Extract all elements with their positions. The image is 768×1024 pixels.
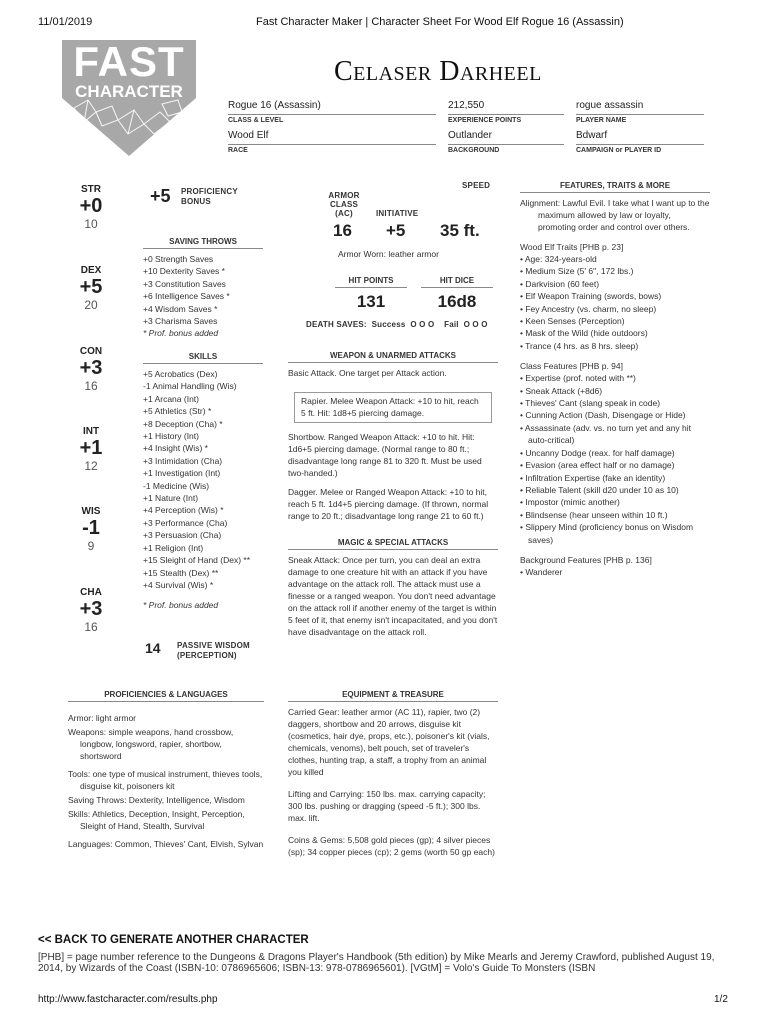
ability-score: 20 <box>84 298 98 312</box>
list-item: • Uncanny Dodge (reax. for half damage) <box>520 447 675 458</box>
class-level-field <box>228 100 436 124</box>
list-item: +1 Nature (Int) <box>143 493 199 504</box>
list-item: • Infiltration Expertise (fake an identity) <box>520 472 666 483</box>
armor-worn: Armor Worn: leather armor <box>338 249 439 259</box>
proficiency-label-line2: BONUS <box>181 197 211 206</box>
list-item: +1 Arcana (Int) <box>143 393 199 404</box>
print-date: 11/01/2019 <box>38 16 93 28</box>
list-item: • Slippery Mind (proficiency bonus on Wisdom saves) <box>520 522 694 545</box>
list-item: +1 Investigation (Int) <box>143 468 221 479</box>
list-item: +4 Survival (Wis) * <box>143 579 214 590</box>
ability-modifier: +1 <box>79 437 103 459</box>
race-caption: RACE <box>228 147 248 154</box>
list-item: • Mask of the Wild (hide outdoors) <box>520 328 648 339</box>
list-item: • Evasion (area effect half or no damage) <box>520 460 675 471</box>
attacks-title: WEAPON & UNARMED ATTACKS <box>288 351 498 363</box>
logo-text-character: CHARACTER <box>75 82 183 101</box>
list-item: +15 Stealth (Dex) ** <box>143 567 219 578</box>
fast-character-logo[interactable] <box>62 40 196 158</box>
class-features-list <box>520 372 710 546</box>
initiative-label: INITIATIVE <box>376 209 419 218</box>
ability-dex <box>66 265 116 312</box>
player-field <box>576 100 704 124</box>
passive-label-line2: (PERCEPTION) <box>177 651 237 660</box>
list-item: +10 Dexterity Saves * <box>143 266 225 277</box>
proficiency-label-line1: PROFICIENCY <box>181 187 238 196</box>
campaign-value: Bdwarf <box>576 130 704 145</box>
ability-score: 9 <box>87 539 95 553</box>
class-features-header: Class Features [PHB p. 94] <box>520 361 623 372</box>
passive-wisdom-value: 14 <box>145 640 161 656</box>
ability-con <box>66 346 116 393</box>
campaign-field <box>576 130 704 154</box>
speed-value: 35 ft. <box>440 221 480 240</box>
features-section <box>520 181 710 578</box>
sneak-attack-text: Sneak Attack: Once per turn, you can deal an extra damage to one creature hit with an attack if you have advantage on the attack roll. The attack must use a finesse or a ranged weapon. You don't need advantage on the attack roll if another enemy of the target is within 5 feet of it, that enemy isn't incapacitated, and you don't have disadvantage on the attack roll. <box>288 555 498 637</box>
background-value: Outlander <box>448 130 564 145</box>
list-item: • Fey Ancestry (vs. charm, no sleep) <box>520 303 657 314</box>
equipment-title: EQUIPMENT & TREASURE <box>288 690 498 702</box>
race-value: Wood Elf <box>228 130 436 145</box>
xp-field <box>448 100 564 124</box>
list-item: • Trance (4 hrs. as 8 hrs. sleep) <box>520 340 639 351</box>
prof-saving-throws: Saving Throws: Dexterity, Intelligence, Wisdom <box>68 795 245 805</box>
list-item: +4 Insight (Wis) * <box>143 443 208 454</box>
campaign-caption: CAMPAIGN or PLAYER ID <box>576 147 662 154</box>
proficiency-bonus-value: +5 <box>150 186 171 206</box>
skills-section <box>143 352 263 611</box>
proficiencies-section <box>68 690 264 850</box>
speed-label: SPEED <box>462 181 491 190</box>
print-title: Fast Character Maker | Character Sheet For Wood Elf Rogue 16 (Assassin) <box>256 16 624 28</box>
list-item: -1 Medicine (Wis) <box>143 480 210 491</box>
hit-dice-box <box>421 276 493 312</box>
proficiencies-title: PROFICIENCIES & LANGUAGES <box>68 690 264 702</box>
ability-score: 10 <box>84 217 98 231</box>
ability-wis <box>66 506 116 553</box>
hit-dice-label: HIT DICE <box>421 276 493 288</box>
list-item: +4 Perception (Wis) * <box>143 505 224 516</box>
hit-points-value: 131 <box>356 292 386 311</box>
print-url: http://www.fastcharacter.com/results.php <box>38 994 218 1005</box>
shortbow-attack: Shortbow. Ranged Weapon Attack: +10 to hit. Hit: 1d6+5 piercing damage. (Normal range to 80 ft.; disadvantage long range 81 to 320 ft. Must be used two-handed.) <box>288 432 482 478</box>
rapier-attack: Rapier. Melee Weapon Attack: +10 to hit, reach 5 ft. Hit: 1d8+5 piercing damage. <box>294 392 492 423</box>
ability-modifier: +5 <box>79 276 103 298</box>
passive-wisdom-label <box>177 641 250 661</box>
initiative-value: +5 <box>386 221 406 240</box>
background-caption: BACKGROUND <box>448 147 500 154</box>
proficiency-bonus-label <box>181 187 238 207</box>
ability-score: 16 <box>84 620 98 634</box>
player-caption: PLAYER NAME <box>576 117 627 124</box>
death-saves: DEATH SAVES: Success O O O Fail O O O <box>306 320 488 329</box>
background-features-list <box>520 566 710 578</box>
ability-score: 16 <box>84 379 98 393</box>
list-item: +3 Persuasion (Cha) <box>143 530 222 541</box>
prof-weapons: Weapons: simple weapons, hand crossbow, longbow, longsword, rapier, shortbow, shortsword <box>68 727 234 761</box>
armor-class-value: 16 <box>333 221 352 240</box>
race-field <box>228 130 436 154</box>
equipment-section <box>288 690 498 858</box>
background-field <box>448 130 564 154</box>
list-item: • Medium Size (5' 6", 172 lbs.) <box>520 266 634 277</box>
ability-name: WIS <box>81 506 101 517</box>
print-page-number: 1/2 <box>714 994 728 1005</box>
ability-str <box>66 184 116 231</box>
hit-points-box <box>335 276 407 312</box>
background-features-header: Background Features [PHB p. 136] <box>520 554 652 565</box>
saving-throws-list <box>143 253 263 340</box>
magic-section <box>288 538 498 638</box>
ability-modifier: +3 <box>79 357 103 379</box>
ability-name: DEX <box>80 265 102 276</box>
prof-skills: Skills: Athletics, Deception, Insight, Perception, Sleight of Hand, Stealth, Survival <box>68 809 245 831</box>
list-item: +8 Deception (Cha) * <box>143 418 223 429</box>
xp-value: 212,550 <box>448 100 564 115</box>
prof-armor: Armor: light armor <box>68 713 137 723</box>
attacks-section <box>288 351 498 522</box>
ability-modifier: +3 <box>79 598 103 620</box>
list-item: • Keen Senses (Perception) <box>520 316 625 327</box>
skills-list <box>143 368 263 591</box>
prof-languages: Languages: Common, Thieves' Cant, Elvish, Sylvan <box>68 839 264 849</box>
wood-elf-traits-list <box>520 253 710 352</box>
passive-label-line1: PASSIVE WISDOM <box>177 641 250 650</box>
alignment-text: Alignment: Lawful Evil. I take what I want up to the maximum allowed by law or loyalty, promoting order and control over others. <box>520 198 710 232</box>
skills-note: * Prof. bonus added <box>143 600 219 611</box>
saving-throws-note: * Prof. bonus added <box>143 328 219 339</box>
hit-dice-value: 16d8 <box>437 292 477 311</box>
list-item: • Elf Weapon Training (swords, bows) <box>520 291 662 302</box>
list-item: +3 Performance (Cha) <box>143 517 228 528</box>
phb-footnote: [PHB] = page number reference to the Dungeons & Dragons Player's Handbook (5th edition) by Mike Mearls and Jeremy Crawford, published August 19, 2014, by Wizards of the Coast (ISBN-10: 0786965606; ISBN-13: 978-0786965601). [VGtM] = Volo's Guide To Monsters (ISBN <box>38 952 715 974</box>
list-item: • Sneak Attack (+8d6) <box>520 385 603 396</box>
list-item: +3 Intimidation (Cha) <box>143 455 223 466</box>
list-item: • Darkvision (60 feet) <box>520 278 600 289</box>
list-item: +3 Charisma Saves <box>143 316 218 327</box>
list-item: +1 Religion (Int) <box>143 542 204 553</box>
coins-gems: Coins & Gems: 5,508 gold pieces (gp); 4 silver pieces (sp); 34 copper pieces (cp); 2 gems (worth 50 gp each) <box>288 835 495 857</box>
class-level-caption: CLASS & LEVEL <box>228 117 284 124</box>
skills-title: SKILLS <box>143 352 263 364</box>
player-value: rogue assassin <box>576 100 704 115</box>
list-item: • Cunning Action (Dash, Disengage or Hide) <box>520 410 686 421</box>
list-item: +6 Intelligence Saves * <box>143 291 230 302</box>
ability-cha <box>66 587 116 634</box>
list-item: +5 Acrobatics (Dex) <box>143 369 218 379</box>
magic-title: MAGIC & SPECIAL ATTACKS <box>288 538 498 550</box>
ability-name: INT <box>82 426 100 437</box>
ability-name: CON <box>79 346 103 357</box>
features-title: FEATURES, TRAITS & MORE <box>520 181 710 193</box>
list-item: +1 History (Int) <box>143 431 199 442</box>
ability-name: STR <box>81 184 101 195</box>
class-level-value: Rogue 16 (Assassin) <box>228 100 436 115</box>
list-item: • Impostor (mimic another) <box>520 497 620 508</box>
list-item: +5 Athletics (Str) * <box>143 406 212 417</box>
saving-throws-section <box>143 237 263 340</box>
list-item: +4 Wisdom Saves * <box>143 303 218 314</box>
armor-class-label: ARMOR CLASS (AC) <box>328 191 360 218</box>
carried-gear: Carried Gear: leather armor (AC 11), rapier, two (2) daggers, shortbow and 20 arrows, disguise kit (cosmetics, hair dye, props, etc.), poisoner's kit (vials, chemicals, venoms), belt pouch, set of traveler's clothes, hunting trap, a staff, a trophy from an animal you killed <box>288 707 490 777</box>
ability-name: CHA <box>80 587 102 598</box>
ability-int <box>66 426 116 473</box>
ability-modifier: -1 <box>82 517 100 539</box>
dagger-attack: Dagger. Melee or Ranged Weapon Attack: +10 to hit, reach 5 ft. 1d4+5 piercing damage. (If thrown, normal range to 20 ft.; disadvantage long range 21 to 60 ft.) <box>288 487 489 521</box>
list-item: -1 Animal Handling (Wis) <box>143 381 237 392</box>
back-to-generate-link[interactable]: << BACK TO GENERATE ANOTHER CHARACTER <box>38 934 309 946</box>
wood-elf-traits-header: Wood Elf Traits [PHB p. 23] <box>520 242 624 252</box>
list-item: • Blindsense (hear unseen within 10 ft.) <box>520 509 668 520</box>
list-item: +15 Sleight of Hand (Dex) ** <box>143 555 251 566</box>
list-item: • Expertise (prof. noted with **) <box>520 373 636 384</box>
ability-score: 12 <box>84 459 98 473</box>
prof-tools: Tools: one type of musical instrument, thieves tools, disguise kit, poisoners kit <box>68 769 263 791</box>
list-item: • Age: 324-years-old <box>520 254 597 264</box>
lifting-carrying: Lifting and Carrying: 150 lbs. max. carrying capacity; 300 lbs. pushing or dragging (speed -5 ft.); 300 lbs. max. lift. <box>288 789 486 823</box>
list-item: • Assassinate (adv. vs. no turn yet and any hit auto-critical) <box>520 422 692 446</box>
list-item: +3 Constitution Saves <box>143 278 226 289</box>
saving-throws-title: SAVING THROWS <box>143 237 263 249</box>
list-item: • Wanderer <box>520 566 563 577</box>
character-name: Celaser Darheel <box>334 56 542 87</box>
ability-modifier: +0 <box>79 195 103 217</box>
logo-text-fast: FAST <box>73 38 185 85</box>
list-item: • Thieves' Cant (slang speak in code) <box>520 398 661 409</box>
xp-caption: EXPERIENCE POINTS <box>448 117 522 124</box>
list-item: +0 Strength Saves <box>143 254 214 264</box>
basic-attack-text: Basic Attack. One target per Attack action. <box>288 368 447 378</box>
hit-points-label: HIT POINTS <box>335 276 407 288</box>
list-item: • Reliable Talent (skill d20 under 10 as 10) <box>520 484 679 495</box>
